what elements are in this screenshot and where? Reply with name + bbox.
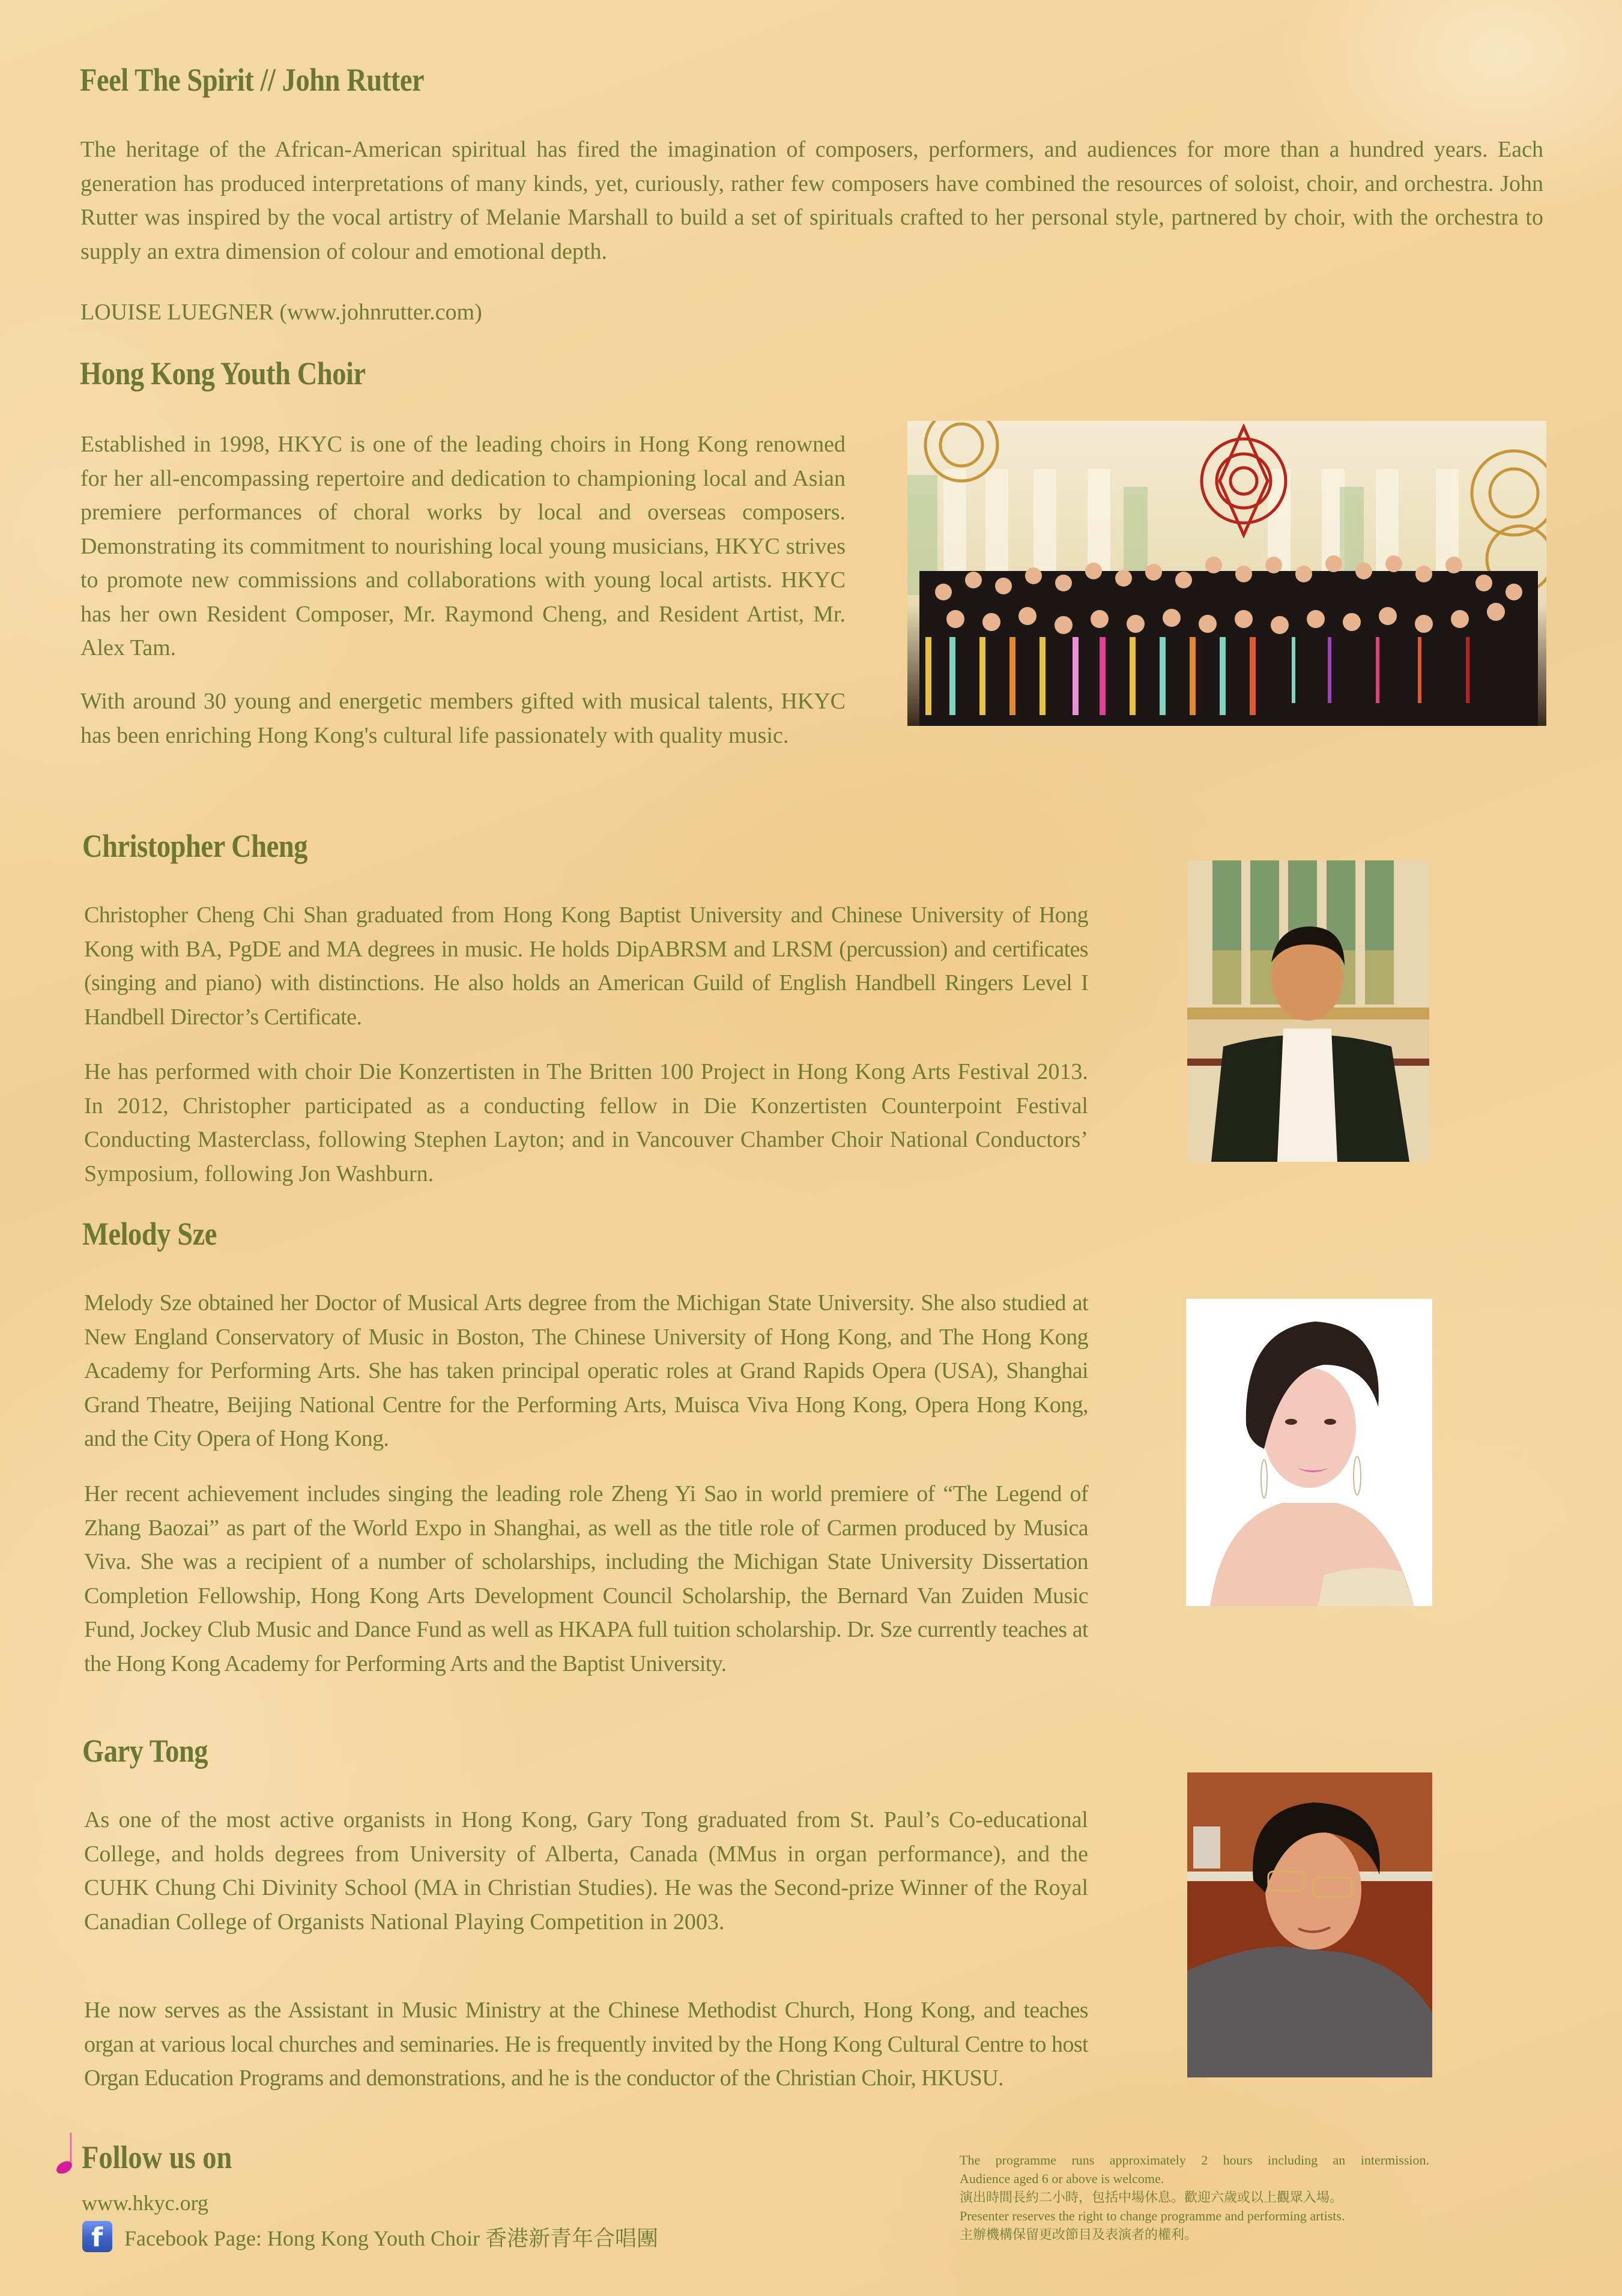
facebook-icon: f — [82, 2221, 112, 2252]
notice-presenter-rights-zh: 主辦機構保留更改節目及表演者的權利。 — [960, 2227, 1198, 2242]
christopher-cheng-paragraph-1: Christopher Cheng Chi Shan graduated from Hong Kong Baptist University and Chinese University of Hong Kong with BA, PgDE and MA degrees in music. He holds DipABRSM and LRSM (percussion) and certificates (singing and piano) with distinctions. He also holds an American Guild of English Handbell Ringers Level I Handbell Director’s Certificate. — [84, 902, 1088, 1030]
christopher-cheng-paragraph-2: He has performed with choir Die Konzertisten in The Britten 100 Project in Hong Kong Arts Festival 2013. In 2012, Christopher participated as a conducting fellow in Die Konzertisten Counterpoint Festival Conducting Masterclass, following Stephen Layton; and in Vancouver Chamber Choir National Conductors’ Symposium, following Jon Washburn. — [84, 1059, 1088, 1186]
facebook-label: Facebook Page: Hong Kong Youth Choir 香港新青年合唱團 — [124, 2226, 658, 2250]
hkyc-choir-photo — [907, 421, 1546, 726]
feel-the-spirit-paragraph: The heritage of the African-American spiritual has fired the imagination of composers, performers, and audiences for more than a hundred years. Each generation has produced interpretations of many kinds, yet, curiously, rather few composers have combined the resources of soloist, choir, and orchestra. John Rutter was inspired by the vocal artistry of Melanie Marshall to build a set of spirituals crafted to her personal style, partnered by choir, with the orchestra to supply an extra dimension of colour and emotional depth. — [80, 137, 1543, 264]
facebook-link[interactable] — [82, 2222, 658, 2252]
christopher-cheng-photo — [1187, 860, 1429, 1162]
hkyc-paragraph-1: Established in 1998, HKYC is one of the leading choirs in Hong Kong renowned for her all-encompassing repertoire and dedication to championing local and Asian premiere performances of choral works by local and overseas composers. Demonstrating its commitment to nourishing local young musicians, HKYC strives to promote new commissions and collaborations with young local artists. HKYC has her own Resident Composer, Mr. Raymond Cheng, and Resident Artist, Mr. Alex Tam. — [80, 432, 846, 660]
notice-presenter-rights: Presenter reserves the right to change programme and performing artists. — [960, 2208, 1345, 2223]
hkyc-paragraph-2: With around 30 young and energetic members gifted with musical talents, HKYC has been enriching Hong Kong's cultural life passionately with quality music. — [80, 689, 846, 748]
hkyc-title: Hong Kong Youth Choir — [80, 355, 366, 391]
notice-duration: The programme runs approximately 2 hours including an intermission. — [960, 2152, 1429, 2168]
notice-age: Audience aged 6 or above is welcome. — [960, 2171, 1164, 2186]
notice-duration-age-zh: 演出時間長約二小時，包括中場休息。歡迎六歲或以上觀眾入場。 — [960, 2190, 1343, 2205]
gary-tong-photo — [1187, 1772, 1432, 2077]
programme-notices — [960, 2151, 1429, 2244]
melody-sze-paragraph-2: Her recent achievement includes singing the leading role Zheng Yi Sao in world premiere of “The Legend of Zhang Baozai” as part of the World Expo in Shanghai, as well as the title role of Carmen produced by Musica Viva. She was a recipient of a number of scholarships, including the Michigan State University Dissertation Completion Fellowship, Hong Kong Arts Development Council Scholarship, the Bernard Van Zuiden Music Fund, Jockey Club Music and Dance Fund as well as HKAPA full tuition scholarship. Dr. Sze currently teaches at the Hong Kong Academy for Performing Arts and the Baptist University. — [84, 1481, 1088, 1676]
melody-sze-photo — [1186, 1299, 1432, 1606]
christopher-cheng-title: Christopher Cheng — [82, 828, 308, 864]
follow-us-title: Follow us on — [82, 2139, 232, 2175]
music-note-icon — [54, 2131, 78, 2174]
portrait-image — [1187, 860, 1429, 1162]
gary-tong-paragraph-1: As one of the most active organists in Hong Kong, Gary Tong graduated from St. Paul’s Co-educational College, and holds degrees from University of Alberta, Canada (MMus in organ performance), and the CUHK Chung Chi Divinity School (MA in Christian Studies). He was the Second-prize Winner of the Royal Canadian College of Organists National Playing Competition in 2003. — [84, 1807, 1088, 1935]
melody-sze-paragraph-1: Melody Sze obtained her Doctor of Musical Arts degree from the Michigan State University. She also studied at New England Conservatory of Music in Boston, The Chinese University of Hong Kong, and The Hong Kong Academy for Performing Arts. She has taken principal operatic roles at Grand Rapids Opera (USA), Shanghai Grand Theatre, Beijing National Centre for the Performing Arts, Muisca Viva Hong Kong, Opera Hong Kong, and the City Opera of Hong Kong. — [84, 1290, 1088, 1451]
portrait-image — [1187, 1772, 1432, 2077]
feel-the-spirit-title: Feel The Spirit // John Rutter — [80, 62, 425, 98]
choir-members — [919, 555, 1538, 726]
gary-tong-title: Gary Tong — [82, 1733, 208, 1769]
choir-photo-image — [907, 421, 1546, 726]
feel-the-spirit-credit: LOUISE LUEGNER (www.johnrutter.com) — [80, 300, 482, 325]
website-link[interactable]: www.hkyc.org — [82, 2191, 208, 2215]
portrait-image — [1186, 1299, 1432, 1606]
melody-sze-title: Melody Sze — [82, 1216, 217, 1252]
gary-tong-paragraph-2: He now serves as the Assistant in Music Ministry at the Chinese Methodist Church, Hong Kong, and teaches organ at various local churches and seminaries. He is frequently invited by the Hong Kong Cultural Centre to host Organ Education Programs and demonstrations, and he is the conductor of the Christian Choir, HKUSU. — [84, 1998, 1088, 2091]
